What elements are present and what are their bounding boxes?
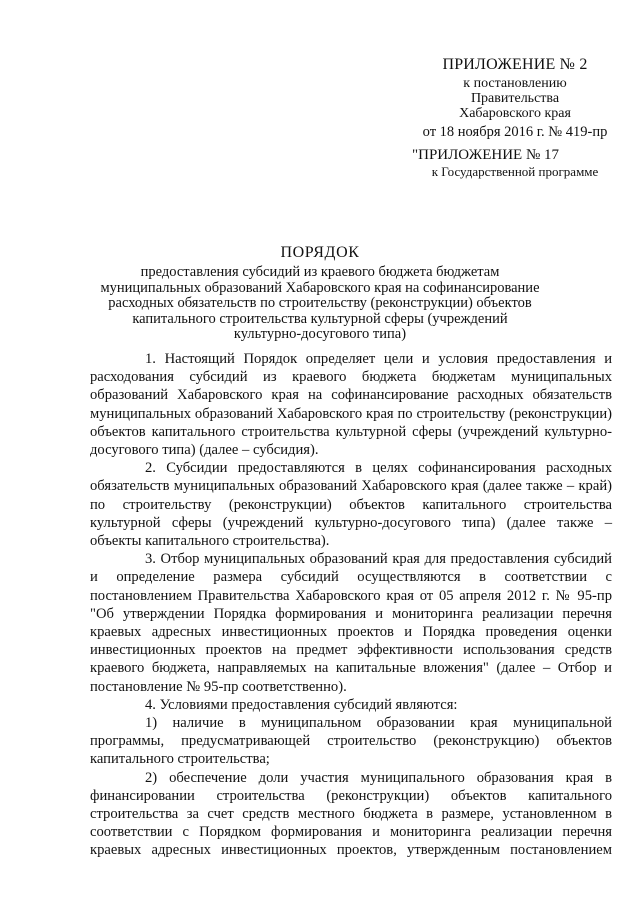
appendix-line-2: Правительства xyxy=(470,91,560,106)
appendix-line-1: к постановлению xyxy=(463,76,567,91)
document-title: ПОРЯДОК xyxy=(280,244,360,261)
appendix-ref-line: к Государственной программе xyxy=(431,164,599,179)
document-subtitle: предоставления субсидий из краевого бюджета бюджетам муниципальных образований Хабаровского края на софинансирование расходных обязательств по строительству (реконструкции) объектов капитального строительства культурной сферы (учреждений культурно-досугового типа) xyxy=(100,264,540,342)
appendix-line-3: Хабаровского края xyxy=(459,106,571,121)
appendix-date: от 18 ноября 2016 г. № 419-пр xyxy=(422,124,608,140)
appendix-header xyxy=(390,56,640,179)
document-body xyxy=(90,350,612,860)
appendix-title: ПРИЛОЖЕНИЕ № 2 xyxy=(442,56,588,73)
appendix-ref-title: "ПРИЛОЖЕНИЕ № 17 xyxy=(412,147,560,163)
paragraph-4: 4. Условиями предоставления субсидий являются: xyxy=(145,696,458,713)
paragraph-3: 3. Отбор муниципальных образований края для предоставления субсидий и определение размера субсидий осуществляются в соответствии с постановлением Правительства Хабаровского края от 05 апреля 2012 г. № 95-пр "Об утверждении Порядка формирования и мониторинга реализации перечня краевых адресных инвестиционных проектов и Порядка проведения оценки инвестиционных проектов на предмет эффективности использования средств краевого бюджета, направляемых на капитальные вложения" (далее – Отбор и постановление № 95-пр соответственно). xyxy=(90,551,612,695)
paragraph-6: 2) обеспечение доли участия муниципального образования края в финансировании строительства (реконструкции) объектов капитального строительства за счет средств местного бюджета в размере, установленном в соответствии с Порядком формирования и мониторинга реализации перечня краевых адресных инвестиционных проектов, утвержденным постановлением xyxy=(90,769,612,859)
paragraph-2: 2. Субсидии предоставляются в целях софинансирования расходных обязательств муниципальных образований Хабаровского края (далее также – край) по строительству (реконструкции) объектов капитального строительства культурной сферы (учреждений культурно-досугового типа) (далее также – объекты капитального строительства). xyxy=(90,460,612,550)
paragraph-5: 1) наличие в муниципальном образовании края муниципальной программы, предусматривающей строительство (реконструкцию) объектов капитального строительства; xyxy=(90,715,612,768)
paragraph-1: 1. Настоящий Порядок определяет цели и условия предоставления и расходования субсидий из краевого бюджета бюджетам муниципальных образований Хабаровского края на софинансирование расходных обязательств муниципальных образований Хабаровского края по строительству (реконструкции) объектов капитального строительства культурной сферы (учреждений культурно-досугового типа) (далее – субсидия). xyxy=(90,351,612,459)
